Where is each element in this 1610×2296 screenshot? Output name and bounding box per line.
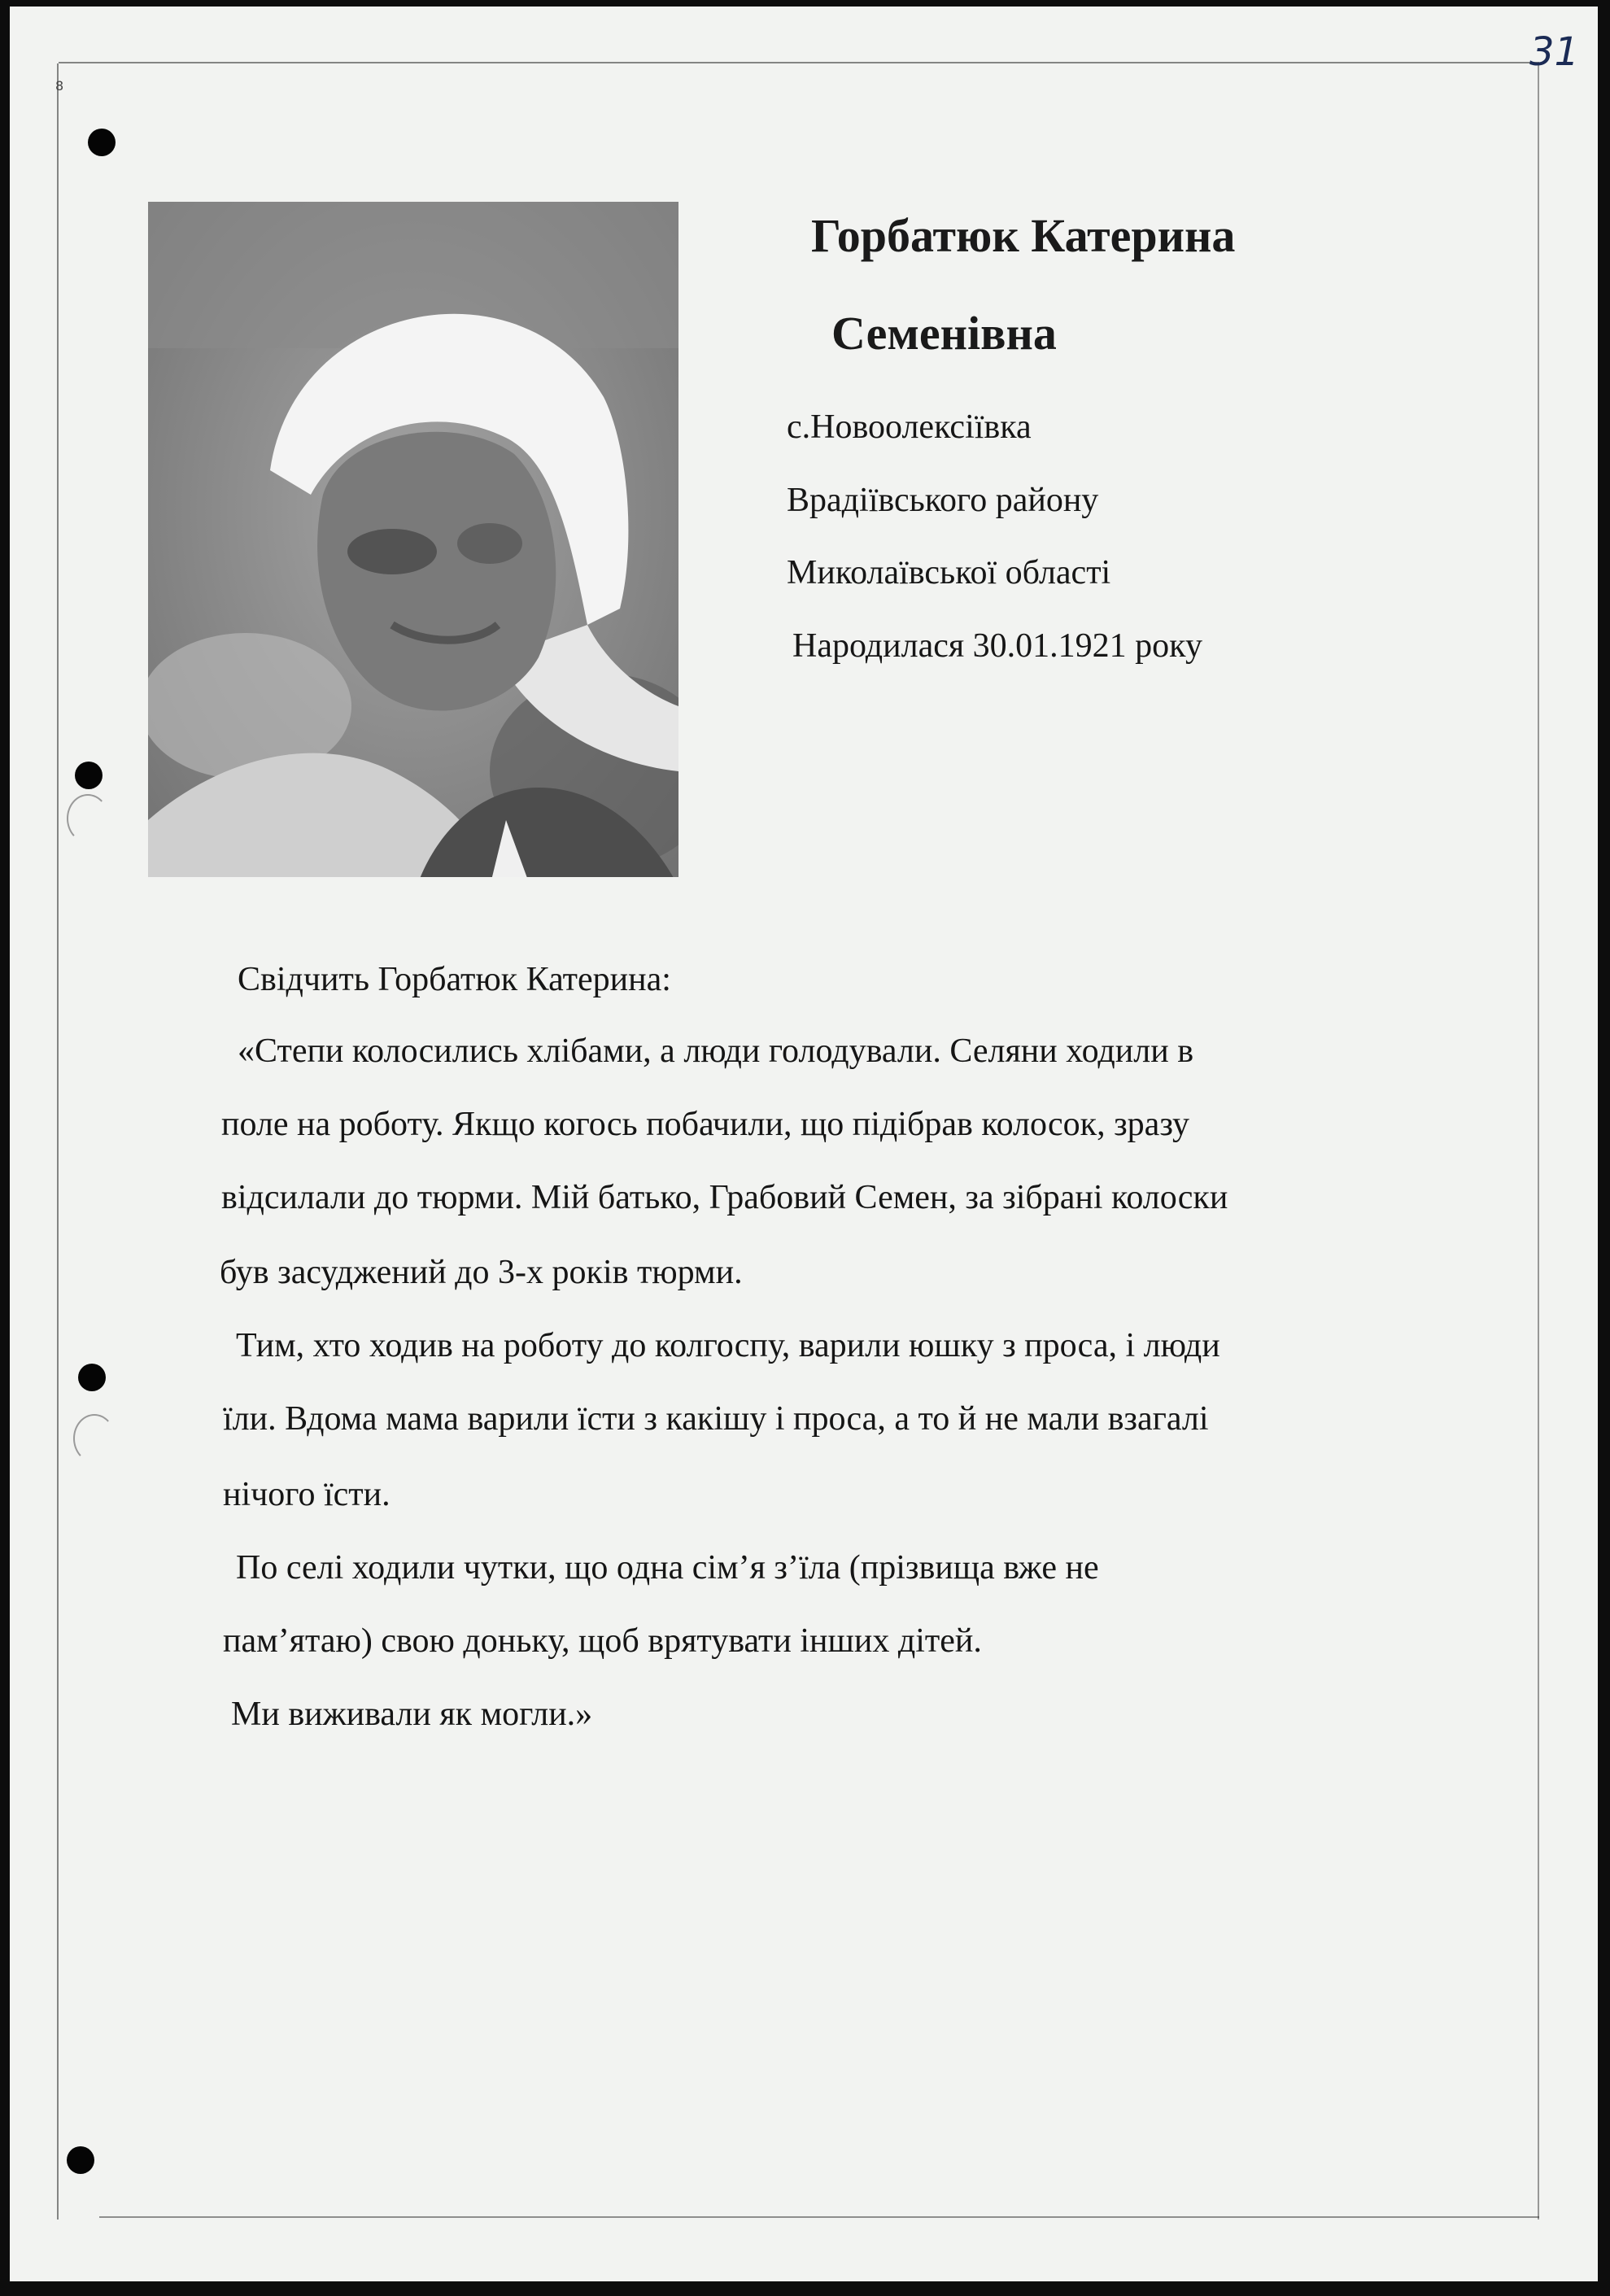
frame-bottom-line bbox=[99, 2216, 1539, 2218]
page-number: 31 bbox=[1529, 29, 1580, 75]
testimony-line: пам’ятаю) свою доньку, щоб врятувати інших дітей. bbox=[223, 1622, 982, 1660]
portrait-illustration bbox=[148, 202, 678, 887]
person-name-line1: Горбатюк Катерина bbox=[811, 209, 1236, 262]
punch-ring bbox=[73, 1414, 116, 1463]
birth-date: Народилася 30.01.1921 року bbox=[792, 627, 1202, 665]
testimony-intro: Свідчить Горбатюк Катерина: bbox=[238, 961, 671, 998]
portrait-photo bbox=[148, 202, 678, 887]
frame-right-line bbox=[1538, 63, 1539, 2220]
testimony-line: їли. Вдома мама варили їсти з какішу і проса, а то й не мали взагалі bbox=[223, 1400, 1209, 1438]
frame-left-line bbox=[57, 63, 59, 2220]
testimony-line: По селі ходили чутки, що одна сім’я з’їла (прізвища вже не bbox=[236, 1549, 1099, 1587]
testimony-line: відсилали до тюрми. Мій батько, Грабовий Семен, за зібрані колоски bbox=[221, 1179, 1228, 1216]
punch-hole bbox=[78, 1364, 106, 1391]
testimony-line: поле на роботу. Якщо когось побачили, що підібрав колосок, зразу bbox=[221, 1106, 1190, 1143]
testimony-line: нічого їсти. bbox=[223, 1476, 391, 1513]
punch-hole bbox=[67, 2146, 94, 2174]
frame-top-line bbox=[59, 62, 1539, 63]
region: Миколаївської області bbox=[787, 554, 1111, 591]
district: Врадіївського району bbox=[787, 482, 1099, 519]
person-name-line2: Семенівна bbox=[831, 307, 1057, 360]
corner-mark: 8 bbox=[55, 78, 64, 94]
punch-hole bbox=[75, 762, 103, 789]
testimony-line: Тим, хто ходив на роботу до колгоспу, варили юшку з проса, і люди bbox=[236, 1327, 1220, 1364]
punch-hole bbox=[88, 129, 116, 156]
testimony-line: був засуджений до 3-х років тюрми. bbox=[220, 1254, 743, 1291]
testimony-closing: Ми виживали як могли.» bbox=[231, 1696, 593, 1733]
village: с.Новоолексіївка bbox=[787, 408, 1032, 446]
punch-ring bbox=[67, 794, 109, 843]
testimony-line: «Степи колосились хлібами, а люди голодували. Селяни ходили в bbox=[238, 1032, 1194, 1070]
document-page bbox=[10, 7, 1598, 2281]
